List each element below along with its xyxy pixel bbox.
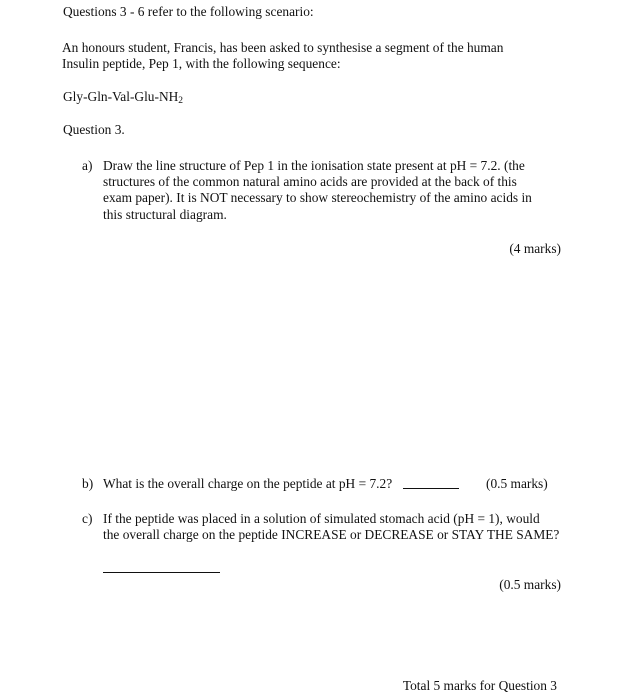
part-b-marks: (0.5 marks) [486,476,548,491]
part-a-line-1: Draw the line structure of Pep 1 in the ionisation state present at pH = 7.2. (the [103,158,525,173]
answer-space-a[interactable] [103,262,561,462]
part-b-question: What is the overall charge on the peptide at pH = 7.2? [103,476,393,491]
part-c-marks: (0.5 marks) [499,577,561,592]
part-a-line-2: structures of the common natural amino acids are provided at the back of this [103,174,517,189]
answer-blank-c[interactable] [103,561,220,573]
scenario-line-2: Insulin peptide, Pep 1, with the following sequence: [62,56,341,71]
part-c-line-1: If the peptide was placed in a solution of simulated stomach acid (pH = 1), would [103,511,540,526]
question-heading: Question 3. [63,122,125,137]
part-c-label: c) [82,511,93,526]
sequence-text: Gly-Gln-Val-Glu-NH [63,89,179,104]
part-c-line-2: the overall charge on the peptide INCREASE or DECREASE or STAY THE SAME? [103,527,560,542]
total-marks: Total 5 marks for Question 3 [402,678,557,693]
part-a-marks: (4 marks) [509,241,561,256]
answer-blank-b[interactable] [403,477,459,489]
scenario-line-1: An honours student, Francis, has been asked to synthesise a segment of the human [62,40,504,55]
part-a-label: a) [82,158,93,173]
intro-text: Questions 3 - 6 refer to the following scenario: [63,4,314,19]
part-a-line-4: this structural diagram. [103,207,227,222]
part-a-line-3: exam paper). It is NOT necessary to show stereochemistry of the amino acids in [103,190,532,205]
peptide-sequence [63,89,183,105]
part-b-label: b) [82,476,94,491]
sequence-subscript: 2 [178,96,184,106]
